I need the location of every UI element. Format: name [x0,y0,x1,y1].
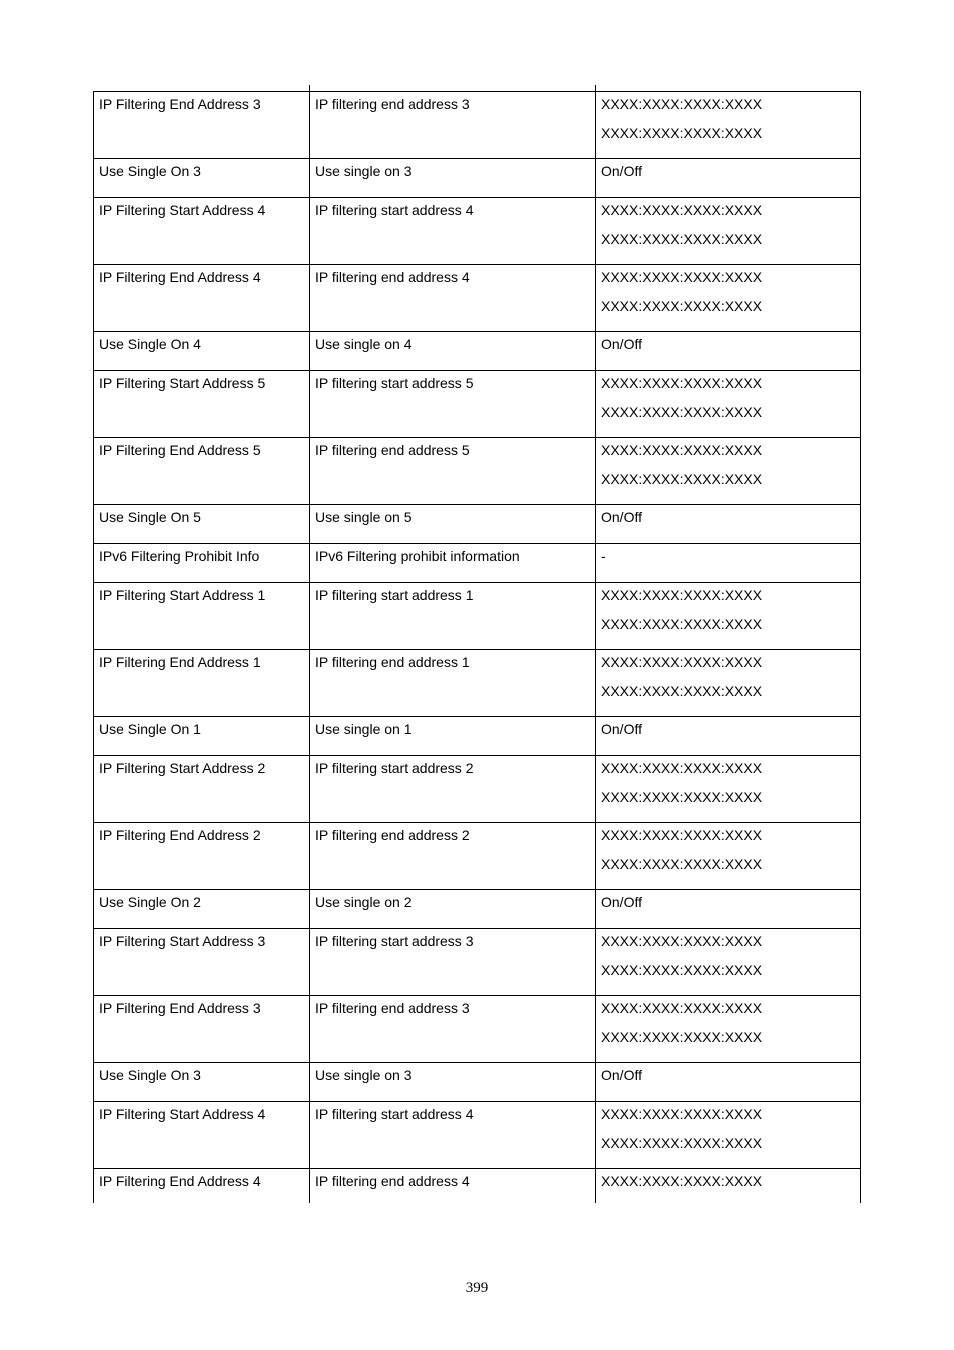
setting-description-cell: IP filtering start address 5 [310,364,596,437]
setting-value: XXXX:XXXX:XXXX:XXXX [601,1173,763,1189]
setting-value: XXXX:XXXX:XXXX:XXXX [601,827,763,843]
setting-description-cell: IP filtering end address 1 [310,643,596,716]
table-row [93,823,861,890]
setting-description-cell: IP filtering start address 2 [310,749,596,822]
setting-description-cell: Use single on 3 [310,152,596,197]
setting-value: XXXX:XXXX:XXXX:XXXX [601,654,763,670]
table-row [93,198,861,265]
setting-value: XXXX:XXXX:XXXX:XXXX [601,760,763,776]
setting-value: On/Off [601,894,642,910]
setting-value: On/Off [601,721,642,737]
setting-value-cell [596,1162,860,1203]
setting-value-cell [596,922,860,995]
setting-description-cell: IP filtering start address 3 [310,922,596,995]
table-row [93,650,861,717]
setting-description-cell: IPv6 Filtering prohibit information [310,537,596,582]
setting-value: On/Off [601,509,642,525]
setting-value-cell [596,816,860,889]
setting-description-cell: Use single on 1 [310,710,596,755]
setting-description-cell: Use single on 4 [310,325,596,370]
setting-description-cell: IP filtering end address 5 [310,431,596,504]
setting-value: On/Off [601,336,642,352]
table-row [93,929,861,996]
setting-value: XXXX:XXXX:XXXX:XXXX [601,933,763,949]
setting-name-cell: Use Single On 2 [94,883,310,928]
setting-description-cell: IP filtering end address 3 [310,85,596,158]
table-row [93,92,861,159]
setting-description-cell: IP filtering end address 4 [310,258,596,331]
setting-value: XXXX:XXXX:XXXX:XXXX [601,856,763,872]
setting-name-cell: IP Filtering End Address 4 [94,1162,310,1203]
table-row [93,756,861,823]
setting-value: XXXX:XXXX:XXXX:XXXX [601,125,763,141]
table-row [93,996,861,1063]
setting-name-cell: IP Filtering Start Address 3 [94,922,310,995]
setting-name-cell: IP Filtering End Address 2 [94,816,310,889]
setting-name-cell: IP Filtering Start Address 5 [94,364,310,437]
setting-value: XXXX:XXXX:XXXX:XXXX [601,96,763,112]
setting-value: XXXX:XXXX:XXXX:XXXX [601,202,763,218]
setting-name-cell: IP Filtering End Address 3 [94,85,310,158]
setting-name-cell: Use Single On 5 [94,498,310,543]
setting-description-cell: IP filtering end address 4 [310,1162,596,1203]
setting-description-cell: IP filtering end address 3 [310,989,596,1062]
table-row [93,438,861,505]
setting-value-cell [596,85,860,158]
table-row [93,1169,861,1203]
setting-name-cell: IP Filtering End Address 4 [94,258,310,331]
setting-name-cell: IP Filtering Start Address 1 [94,576,310,649]
setting-description-cell: Use single on 5 [310,498,596,543]
setting-value: XXXX:XXXX:XXXX:XXXX [601,471,763,487]
setting-description-cell: IP filtering start address 4 [310,1095,596,1168]
setting-value-cell [596,643,860,716]
setting-value-cell [596,989,860,1062]
setting-name-cell: IP Filtering Start Address 4 [94,1095,310,1168]
setting-name-cell: IPv6 Filtering Prohibit Info [94,537,310,582]
setting-value: XXXX:XXXX:XXXX:XXXX [601,1106,763,1122]
setting-value: - [601,548,606,564]
setting-value: XXXX:XXXX:XXXX:XXXX [601,1000,763,1016]
setting-name-cell: IP Filtering End Address 5 [94,431,310,504]
setting-value: XXXX:XXXX:XXXX:XXXX [601,1135,763,1151]
setting-value: XXXX:XXXX:XXXX:XXXX [601,616,763,632]
setting-value: On/Off [601,163,642,179]
setting-name-cell: IP Filtering End Address 3 [94,989,310,1062]
setting-description-cell: Use single on 2 [310,883,596,928]
setting-value: XXXX:XXXX:XXXX:XXXX [601,231,763,247]
setting-value-cell [596,364,860,437]
setting-value: On/Off [601,1067,642,1083]
setting-value: XXXX:XXXX:XXXX:XXXX [601,404,763,420]
setting-value: XXXX:XXXX:XXXX:XXXX [601,442,763,458]
setting-value: XXXX:XXXX:XXXX:XXXX [601,683,763,699]
setting-description-cell: Use single on 3 [310,1056,596,1101]
setting-value: XXXX:XXXX:XXXX:XXXX [601,375,763,391]
setting-value: XXXX:XXXX:XXXX:XXXX [601,269,763,285]
setting-description-cell: IP filtering start address 4 [310,191,596,264]
setting-name-cell: IP Filtering Start Address 4 [94,191,310,264]
setting-name-cell: Use Single On 1 [94,710,310,755]
setting-value-cell [596,576,860,649]
setting-value-cell [596,749,860,822]
setting-value: XXXX:XXXX:XXXX:XXXX [601,789,763,805]
table-row [93,371,861,438]
page-number: 399 [465,1280,489,1296]
setting-name-cell: Use Single On 3 [94,1056,310,1101]
setting-value: XXXX:XXXX:XXXX:XXXX [601,962,763,978]
settings-table [93,91,861,1203]
setting-value-cell [596,191,860,264]
setting-description-cell: IP filtering start address 1 [310,576,596,649]
setting-name-cell: Use Single On 4 [94,325,310,370]
setting-name-cell: IP Filtering End Address 1 [94,643,310,716]
setting-value: XXXX:XXXX:XXXX:XXXX [601,298,763,314]
setting-value-cell [596,258,860,331]
table-row [93,1102,861,1169]
setting-description-cell: IP filtering end address 2 [310,816,596,889]
table-row [93,265,861,332]
setting-name-cell: IP Filtering Start Address 2 [94,749,310,822]
setting-value-cell [596,431,860,504]
setting-name-cell: Use Single On 3 [94,152,310,197]
setting-value: XXXX:XXXX:XXXX:XXXX [601,587,763,603]
setting-value: XXXX:XXXX:XXXX:XXXX [601,1029,763,1045]
table-row [93,583,861,650]
setting-value-cell [596,1095,860,1168]
